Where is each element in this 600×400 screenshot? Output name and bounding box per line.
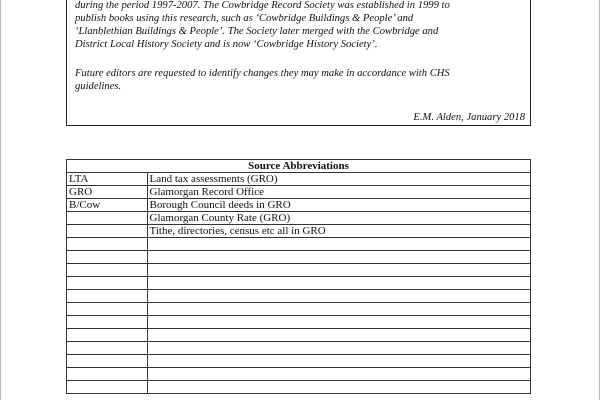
table-row [67,225,531,238]
abbreviation-code [67,316,148,329]
table-row [67,173,531,186]
note-paragraph-history [75,0,524,51]
abbreviation-description [147,303,530,316]
table-title: Source Abbreviations [67,160,531,173]
table-header-row [67,160,531,173]
abbreviation-code: B/Cow [67,199,148,212]
table-row [67,329,531,342]
abbreviation-description: Tithe, directories, census etc all in GRO [147,225,530,238]
table-row [67,290,531,303]
note-line: guidelines. [75,81,122,92]
table-row [67,199,531,212]
table-row [67,355,531,368]
abbreviation-description [147,316,530,329]
abbreviation-code [67,212,148,225]
abbreviation-code [67,303,148,316]
table-row [67,238,531,251]
table-row [67,342,531,355]
abbreviation-code [67,264,148,277]
abbreviation-code [67,225,148,238]
abbreviation-description: Glamorgan County Rate (GRO) [147,212,530,225]
abbreviation-description [147,342,530,355]
abbreviation-description [147,329,530,342]
abbreviation-code: LTA [67,173,148,186]
note-line: during the period 1997-2007. The Cowbridge Record Society was established in 1999 to [75,0,450,11]
abbreviation-description [147,355,530,368]
abbreviation-code [67,381,148,394]
table-row [67,212,531,225]
table-row [67,264,531,277]
abbreviation-code: GRO [67,186,148,199]
abbreviation-description [147,290,530,303]
abbreviation-code [67,290,148,303]
table-body [67,173,531,394]
abbreviation-code [67,251,148,264]
abbreviation-description [147,277,530,290]
abbreviation-code [67,238,148,251]
table-row [67,316,531,329]
note-signature: E.M. Alden, January 2018 [413,112,525,123]
note-line: publish books using this research, such as ‘Cowbridge Buildings & People’ and [75,13,414,24]
abbreviation-description [147,264,530,277]
abbreviation-code [67,277,148,290]
abbreviation-description [147,368,530,381]
note-line: District Local History Society and is now ‘Cowbridge History Society’. [75,39,378,50]
table-row [67,303,531,316]
abbreviation-code [67,368,148,381]
abbreviation-description: Land tax assessments (GRO) [147,173,530,186]
abbreviation-description: Glamorgan Record Office [147,186,530,199]
abbreviation-description [147,381,530,394]
table-row [67,381,531,394]
abbreviation-description: Borough Council deeds in GRO [147,199,530,212]
note-line: Future editors are requested to identify changes they may make in accordance with CHS [75,68,450,79]
table-row [67,186,531,199]
table-row [67,251,531,264]
table-row [67,277,531,290]
abbreviation-code [67,342,148,355]
editorial-note-box [66,0,531,126]
table-row [67,368,531,381]
note-paragraph-editors [75,67,524,93]
abbreviation-code [67,355,148,368]
abbreviation-description [147,251,530,264]
abbreviation-description [147,238,530,251]
note-line: ‘Llanblethian Buildings & People’. The Society later merged with the Cowbridge and [75,26,439,37]
source-abbreviations-table [66,159,531,394]
abbreviation-code [67,329,148,342]
page-border-left [0,0,1,400]
